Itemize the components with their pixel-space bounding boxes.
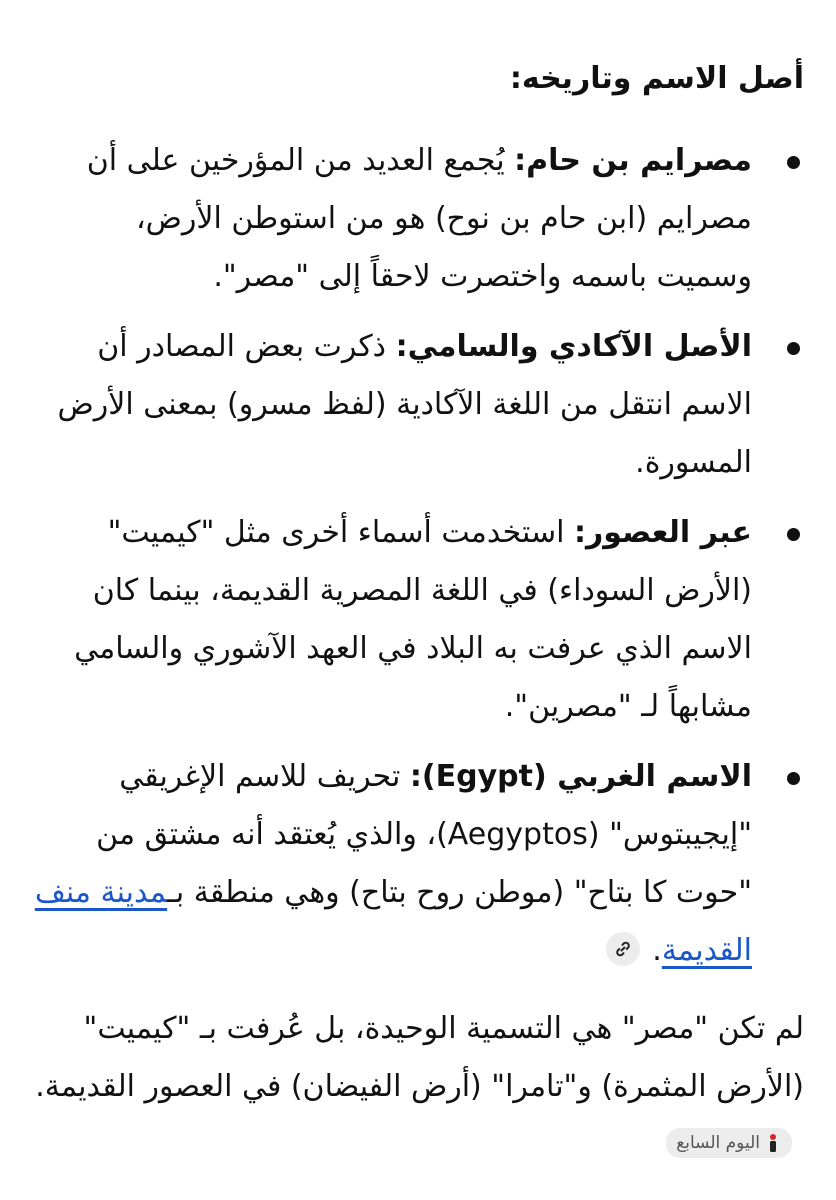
item-title: الأصل الآكادي والسامي: bbox=[395, 329, 752, 364]
closing-paragraph bbox=[34, 1000, 804, 1174]
closing-text: لم تكن "مصر" هي التسمية الوحيدة، بل عُرفت بـ "كيميت" (الأرض المثمرة) و"تامرا" (أرض الفيضان) في العصور القديمة. bbox=[35, 1011, 804, 1104]
source-logo-icon bbox=[766, 1133, 780, 1153]
section-heading: أصل الاسم وتاريخه: bbox=[509, 61, 804, 96]
bullet-icon bbox=[787, 772, 800, 785]
source-badge[interactable] bbox=[666, 1128, 792, 1158]
item-text: استخدمت أسماء أخرى مثل "كيميت" (الأرض السوداء) في اللغة المصرية القديمة، بينما كان الاسم الذي عرفت به البلاد في العهد الآشوري والسامي مشابهاً لـ "مصرين". bbox=[74, 515, 752, 724]
bullet-icon bbox=[787, 156, 800, 169]
list-item bbox=[34, 132, 804, 306]
item-text: يُجمع العديد من المؤرخين على أن مصرايم (ابن حام بن نوح) هو من استوطن الأرض، وسميت باسمه واختصرت لاحقاً إلى "مصر". bbox=[86, 143, 752, 294]
origin-list bbox=[34, 132, 804, 980]
item-text: تحريف للاسم الإغريقي "إيجيبتوس" (Aegyptos)، والذي يُعتقد أنه مشتق من "حوت كا بتاح" (موطن روح بتاح) وهي منطقة بـ bbox=[96, 759, 752, 910]
list-item bbox=[34, 318, 804, 492]
item-title: الاسم الغربي (Egypt): bbox=[409, 759, 752, 794]
memphis-link[interactable]: مدينة منف القديمة bbox=[34, 875, 752, 968]
list-item bbox=[34, 748, 804, 980]
item-title: عبر العصور: bbox=[574, 515, 752, 550]
bullet-icon bbox=[787, 528, 800, 541]
link-icon[interactable] bbox=[606, 932, 640, 966]
list-item bbox=[34, 504, 804, 736]
source-label: اليوم السابع bbox=[676, 1132, 760, 1153]
item-text: ذكرت بعض المصادر أن الاسم انتقل من اللغة الآكادية (لفظ مسرو) بمعنى الأرض المسورة. bbox=[57, 329, 752, 480]
bullet-icon bbox=[787, 342, 800, 355]
item-text-end: . bbox=[652, 933, 662, 968]
item-title: مصرايم بن حام: bbox=[514, 143, 752, 178]
